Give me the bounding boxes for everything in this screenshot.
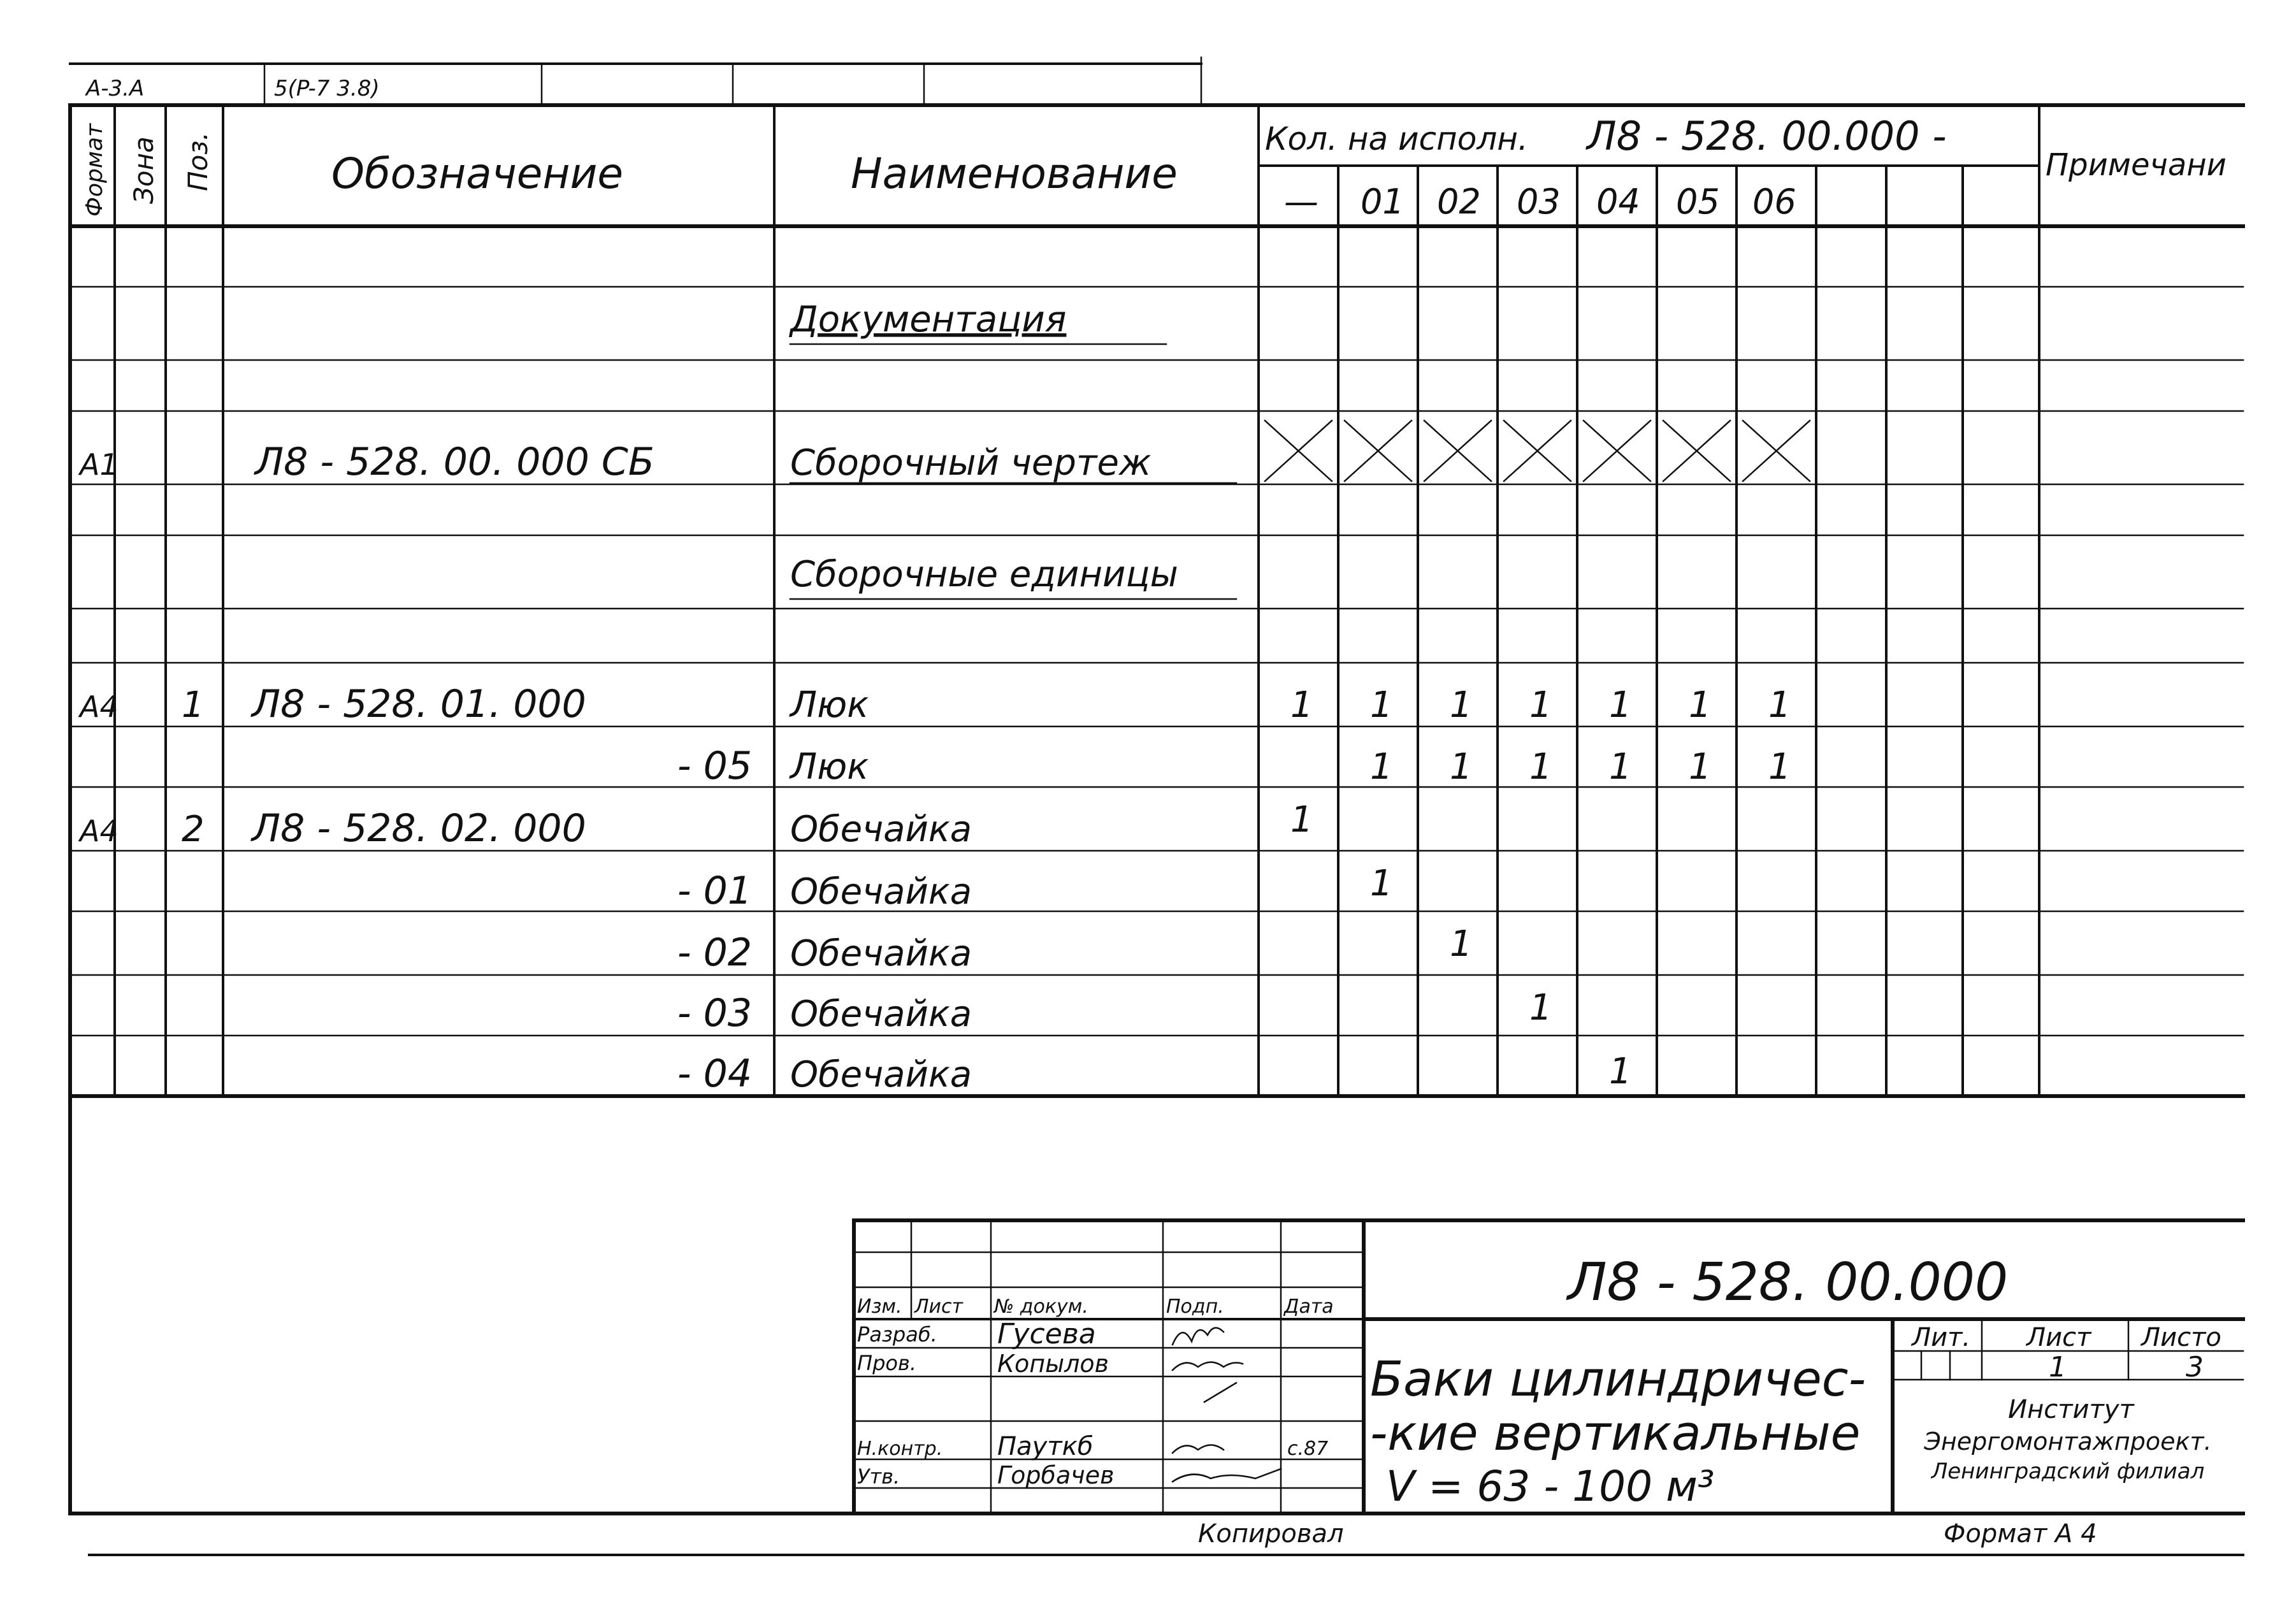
row-name: Обечайка <box>790 933 972 974</box>
qty-cell: 1 <box>1609 746 1632 788</box>
qty-cell: 1 <box>1529 987 1552 1029</box>
section-title-documentation: Документация <box>790 299 1067 340</box>
tb-person: Копылов <box>997 1350 1109 1378</box>
document-number: Л8 - 528. 00.000 <box>1568 1252 2009 1313</box>
row-name: Обечайка <box>790 993 972 1035</box>
tb-person: Горбачев <box>997 1461 1115 1489</box>
row-designation: - 05 <box>677 744 752 788</box>
qty-cell: 1 <box>1370 863 1393 904</box>
row-position: 1 <box>182 684 205 726</box>
sheets-count: 3 <box>2186 1351 2204 1383</box>
row-name: Обечайка <box>790 871 972 913</box>
qty-cell: 1 <box>1450 684 1473 726</box>
org-line-2: Энергомонтажпроект. <box>1924 1427 2212 1455</box>
tb-col-date: Дата <box>1284 1296 1334 1318</box>
header-zone: Зона <box>128 136 159 204</box>
variant-col-03: 03 <box>1517 182 1561 222</box>
header-qty-code: Л8 - 528. 00.000 - <box>1587 113 1947 159</box>
qty-cell: 1 <box>1689 746 1712 788</box>
top-strip-code-2: 5(P-7 3.8) <box>274 76 380 101</box>
top-strip-code-1: A-3.A <box>86 76 145 101</box>
row-designation: Л8 - 528. 00. 000 СБ <box>255 440 654 484</box>
header-qty-title: Кол. на исполн. <box>1265 120 1528 157</box>
sheets-label: Листо <box>2141 1323 2221 1352</box>
header-position: Поз. <box>182 132 213 191</box>
qty-cell: 1 <box>1768 746 1791 788</box>
title-line-2: -кие вертикальные <box>1370 1405 1861 1461</box>
section-title-assembly-units: Сборочные единицы <box>790 554 1178 595</box>
row-designation: Л8 - 528. 02. 000 <box>252 806 586 851</box>
tb-person: Гусева <box>997 1318 1096 1350</box>
tb-role: Утв. <box>857 1464 900 1489</box>
qty-cell: 1 <box>1290 799 1313 841</box>
tb-role: Н.контр. <box>857 1438 943 1460</box>
tb-person: Пауткб <box>997 1432 1094 1461</box>
row-position: 2 <box>182 809 205 850</box>
copied-by-label: Копировал <box>1198 1519 1344 1549</box>
title-block <box>70 1220 2243 1555</box>
row-name: Сборочный чертеж <box>790 442 1152 484</box>
variant-col-05: 05 <box>1676 182 1720 222</box>
sheet-label: Лист <box>2026 1323 2091 1352</box>
variant-col-06: 06 <box>1752 182 1796 222</box>
sheet-number: 1 <box>2049 1351 2067 1383</box>
title-line-3: V = 63 - 100 м³ <box>1386 1462 1715 1511</box>
row-designation: - 01 <box>677 869 752 913</box>
row-designation: Л8 - 528. 01. 000 <box>252 682 586 726</box>
qty-cell: 1 <box>1609 1051 1632 1092</box>
qty-cell: 1 <box>1768 684 1791 726</box>
row-name: Обечайка <box>790 1054 972 1095</box>
row-format: А4 <box>80 690 119 724</box>
tb-col-signature: Подп. <box>1166 1296 1224 1318</box>
row-designation: - 04 <box>677 1051 752 1096</box>
header-format: Формат <box>82 123 108 217</box>
table-header <box>82 113 2227 222</box>
header-note: Примечани <box>2046 147 2227 183</box>
qty-cell: 1 <box>1689 684 1712 726</box>
header-name: Наименование <box>851 149 1178 198</box>
qty-cell: 1 <box>1370 746 1393 788</box>
variant-col-04: 04 <box>1596 182 1640 222</box>
row-designation: - 03 <box>677 991 752 1036</box>
row-name: Люк <box>790 684 869 726</box>
row-name: Люк <box>790 746 869 788</box>
row-format: А4 <box>80 814 119 848</box>
org-line-1: Институт <box>2008 1395 2134 1424</box>
qty-cell: 1 <box>1450 746 1473 788</box>
format-label: Формат А 4 <box>1944 1519 2097 1549</box>
tb-col-sheet: Лист <box>914 1296 964 1318</box>
cross-marks <box>1265 421 1810 481</box>
variant-col-01: 01 <box>1361 182 1404 222</box>
qty-cell: 1 <box>1370 684 1393 726</box>
org-line-3: Ленинградский филиал <box>1931 1459 2205 1484</box>
top-strip <box>70 57 1201 105</box>
tb-col-change: Изм. <box>857 1296 902 1318</box>
table-body <box>78 299 1810 1096</box>
qty-cell: 1 <box>1450 923 1473 965</box>
header-designation: Обозначение <box>331 149 623 198</box>
variant-col-02: 02 <box>1437 182 1481 222</box>
row-designation: - 02 <box>677 930 752 975</box>
lit-label: Лит. <box>1912 1323 1971 1352</box>
qty-cell: 1 <box>1290 684 1313 726</box>
tb-role: Разраб. <box>857 1322 937 1347</box>
title-line-1: Баки цилиндричес- <box>1370 1350 1866 1407</box>
tb-col-docnum: № докум. <box>994 1296 1088 1318</box>
qty-cell: 1 <box>1529 746 1552 788</box>
tb-role: Пров. <box>857 1351 916 1375</box>
row-name: Обечайка <box>790 809 972 850</box>
variant-col-base: — <box>1284 182 1318 222</box>
row-format: А1 <box>80 447 119 482</box>
qty-cell: 1 <box>1529 684 1552 726</box>
tb-date: с.87 <box>1287 1438 1329 1460</box>
qty-cell: 1 <box>1609 684 1632 726</box>
